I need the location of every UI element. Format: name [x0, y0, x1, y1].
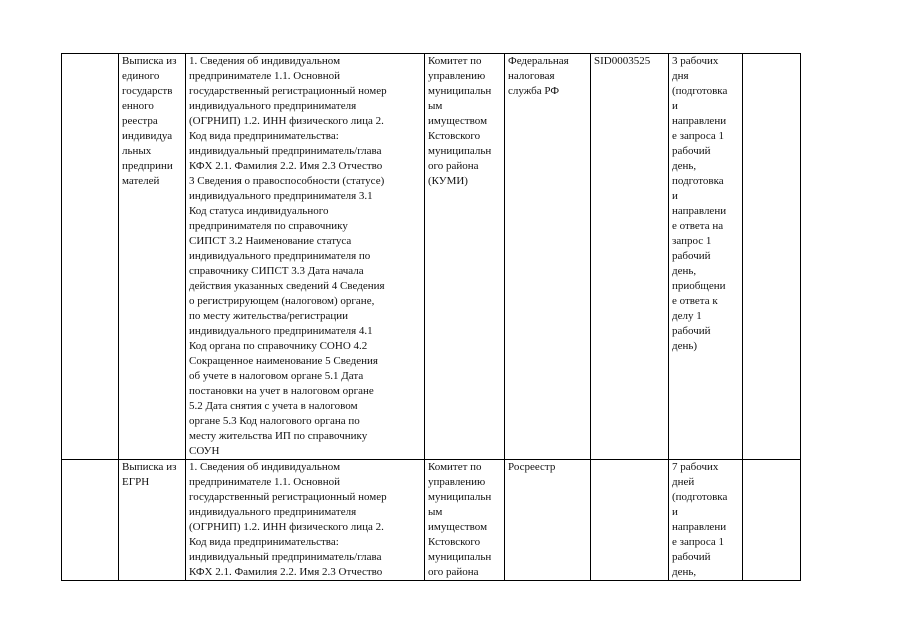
interagency-request-table	[61, 53, 801, 581]
row-number-cell	[62, 54, 119, 460]
sid-cell: SID0003525	[591, 54, 669, 460]
document-content-cell: 1. Сведения об индивидуальном предпринимателе 1.1. Основной государственный регистрационный номер индивидуального предпринимателя (ОГРНИП) 1.2. ИНН физического лица 2. Код вида предпринимательства: индивидуальный предприниматель/глава КФХ 2.1. Фамилия 2.2. Имя 2.3 Отчество 3 Сведения о правоспособности (статусе) индивидуального предпринимателя 3.1 Код статуса индивидуального предпринимателя по справочнику СИПСТ 3.2 Наименование статуса индивидуального предпринимателя по справочнику СИПСТ 3.3 Дата начала действия указанных сведений 4 Сведения о регистрирующем (налоговом) органе, по месту жительства/регистрации индивидуального предпринимателя 4.1 Код органа по справочнику СОНО 4.2 Сокращенное наименование 5 Сведения об учете в налоговом органе 5.1 Дата постановки на учет в налоговом органе 5.2 Дата снятия с учета в налоговом органе 5.3 Код налогового органа по месту жительства ИП по справочнику СОУН	[186, 54, 425, 460]
extra-cell	[743, 460, 801, 581]
table-row	[62, 460, 801, 581]
document-name-cell: Выписка из единого государств енного реестра индивидуа льных предприни мателей	[119, 54, 186, 460]
term-cell: 3 рабочих дня (подготовка и направлени е запроса 1 рабочий день, подготовка и направлени е ответа на запрос 1 рабочий день, приобщени е ответа к делу 1 рабочий день)	[669, 54, 743, 460]
document-name-cell: Выписка из ЕГРН	[119, 460, 186, 581]
provider-cell: Росреестр	[505, 460, 591, 581]
requester-cell: Комитет по управлению муниципальн ым имуществом Кстовского муниципальн ого района	[425, 460, 505, 581]
requester-cell: Комитет по управлению муниципальн ым имуществом Кстовского муниципальн ого района (КУМИ)	[425, 54, 505, 460]
document-content-cell: 1. Сведения об индивидуальном предпринимателе 1.1. Основной государственный регистрационный номер индивидуального предпринимателя (ОГРНИП) 1.2. ИНН физического лица 2. Код вида предпринимательства: индивидуальный предприниматель/глава КФХ 2.1. Фамилия 2.2. Имя 2.3 Отчество	[186, 460, 425, 581]
sid-cell	[591, 460, 669, 581]
extra-cell	[743, 54, 801, 460]
provider-cell: Федеральная налоговая служба РФ	[505, 54, 591, 460]
table-row	[62, 54, 801, 460]
row-number-cell	[62, 460, 119, 581]
term-cell: 7 рабочих дней (подготовка и направлени е запроса 1 рабочий день,	[669, 460, 743, 581]
